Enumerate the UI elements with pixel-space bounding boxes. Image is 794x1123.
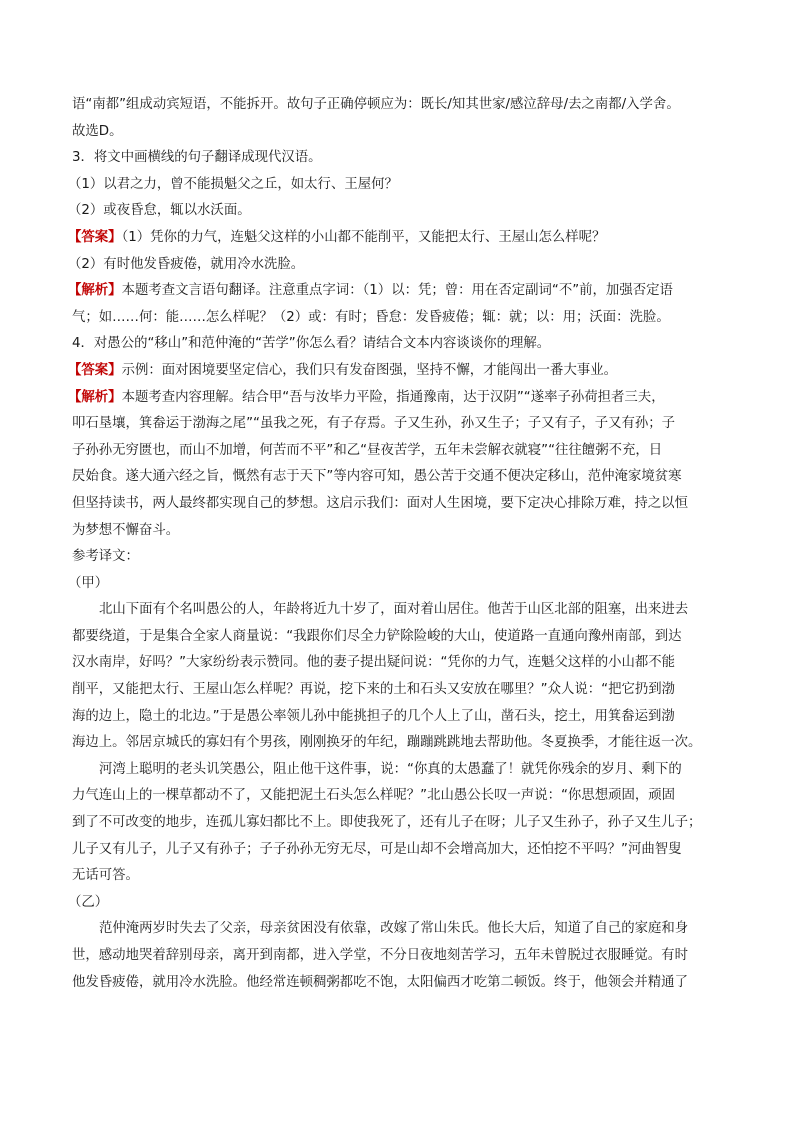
sub-question: （1）以君之力，曾不能损魁父之丘，如太行、王屋何？ [68, 176, 398, 192]
section-heading: 参考译文： [72, 549, 139, 565]
passage-label-yi: （乙） [68, 894, 109, 910]
explanation-line: 昃始食。遂大通六经之旨，慨然有志于天下”等内容可知，愚公苦于交通不便决定移山，范仲淹家境贫寒 [72, 469, 682, 485]
text-line: 世，感动地哭着辞别母亲，离开到南都，进入学堂，不分日夜地刻苦学习，五年未曾脱过衣服睡觉。有时 [72, 948, 688, 963]
explanation-line: 子孙孙无穷匮也，而山不加增，何苦而不平”和乙“昼夜苦学，五年未尝解衣就寝”“往往饘粥不充，日 [72, 442, 663, 458]
explanation-tag: 【解析】 [68, 283, 122, 299]
text-line: 削平，又能把太行、王屋山怎么样呢？再说，挖下来的土和石头又安放在哪里？”众人说：“把它扔到渤 [72, 682, 676, 698]
explanation-line [68, 385, 734, 412]
explanation-text: 本题考查内容理解。结合甲“吾与汝毕力平险，指通豫南，达于汉阴”“遂率子孙荷担者三夫， [121, 389, 665, 405]
explanation-line: 气；如……何：能……怎么样呢？（2）或：有时；昏怠：发昏疲倦；辄：就；以：用；沃面：洗脸。 [72, 309, 670, 325]
text-line: 北山下面有个名叫愚公的人，年龄将近九十岁了，面对着山居住。他苦于山区北部的阻塞，出来进去 [99, 602, 689, 618]
sub-question: （2）或夜昏怠，辄以水沃面。 [68, 203, 251, 219]
answer-line [68, 225, 734, 252]
explanation-line: 叩石垦壤，箕畚运于渤海之尾”“虽我之死，有子存焉。子又生孙，孙又生子；子又有子，子又有孙；子 [72, 416, 676, 432]
reference-translation [68, 544, 734, 996]
question-4 [68, 331, 734, 544]
text-line: 海边上。邻居京城氏的寡妇有个男孩，刚刚换牙的年纪，蹦蹦跳跳地去帮助他。冬夏换季，才能往返一次。 [72, 735, 702, 751]
answer-text: （1）凭你的力气，连魁父这样的小山都不能削平，又能把太行、王屋山怎么样呢？ [121, 229, 606, 245]
answer-tag: 【答案】 [68, 362, 122, 378]
text-line: 汉水南岸，好吗？”大家纷纷表示赞同。他的妻子提出疑问说：“凭你的力气，连魁父这样的小山都不能 [72, 655, 676, 671]
text-line: 他发昏疲倦，就用冷水洗脸。他经常连顿稠粥都吃不饱，太阳偏西才吃第二顿饭。终于，他领会并精通了 [72, 974, 688, 990]
text-line: 到了不可改变的地步，连孤儿寡妇都比不上。即使我死了，还有儿子在呀；儿子又生孙子，孙子又生儿子； [72, 815, 702, 831]
text-line: 力气连山上的一棵草都动不了，又能把泥土石头怎么样呢？”北山愚公长叹一声说：“你思想顽固，顽固 [72, 788, 676, 804]
passage-label-jia: （甲） [68, 575, 109, 591]
answer-line: （2）有时他发昏疲倦，就用冷水洗脸。 [68, 256, 305, 272]
explanation-line: 但坚持读书，两人最终都实现自己的梦想。这启示我们：面对人生困境，要下定决心排除万难，持之以恒 [72, 495, 688, 511]
question-stem: 3．将文中画横线的句子翻译成现代汉语。 [72, 150, 322, 166]
text-line: 语“南都”组成动宾短语，不能拆开。故句子正确停顿应为：既长/知其世家/感泣辞母/去之南都/入学舍。 [72, 97, 680, 112]
question-stem: 4．对愚公的“移山”和范仲淹的“苦学”你怎么看？请结合文本内容谈谈你的理解。 [72, 336, 551, 352]
passage-jia-paragraph-2 [72, 757, 734, 890]
passage-yi-paragraph-1 [72, 916, 734, 996]
text-line: 儿子又有儿子，儿子又有孙子；子子孙孙无穷无尽，可是山却不会增高加大，还怕挖不平吗？”河曲智叟 [72, 841, 682, 857]
explanation-line: 为梦想不懈奋斗。 [72, 522, 180, 538]
explanation-text: 本题考查文言语句翻译。注意重点字词：（1）以：凭；曾：用在否定副词“不”前，加强否定语 [121, 283, 673, 299]
text-line: 故选D。 [72, 123, 123, 139]
explanation-tag: 【解析】 [68, 389, 122, 405]
answer-tag: 【答案】 [68, 229, 122, 245]
text-line: 都要绕道，于是集合全家人商量说：“我跟你们尽全力铲除险峻的大山，使道路一直通向豫州南部，到达 [72, 628, 682, 644]
passage-jia-paragraph-1 [72, 597, 734, 757]
text-line: 范仲淹两岁时失去了父亲，母亲贫困没有依靠，改嫁了常山朱氏。他长大后，知道了自己的家庭和身 [99, 921, 689, 937]
text-line: 海的边上，隐土的北边。”于是愚公率领儿孙中能挑担子的几个人上了山，凿石头，挖土，用箕畚运到渤 [72, 708, 675, 724]
text-line: 河湾上聪明的老头讥笑愚公，阻止他干这件事，说：“你真的太愚蠢了！就凭你残余的岁月、剩下的 [99, 761, 682, 777]
explanation-line [68, 278, 734, 305]
text-line: 无话可答。 [72, 868, 139, 884]
question-2-explanation-tail [72, 92, 734, 145]
question-3 [68, 145, 734, 331]
answer-text: 示例：面对困境要坚定信心，我们只有发奋图强，坚持不懈，才能闯出一番大事业。 [121, 362, 618, 378]
answer-line [68, 358, 734, 385]
